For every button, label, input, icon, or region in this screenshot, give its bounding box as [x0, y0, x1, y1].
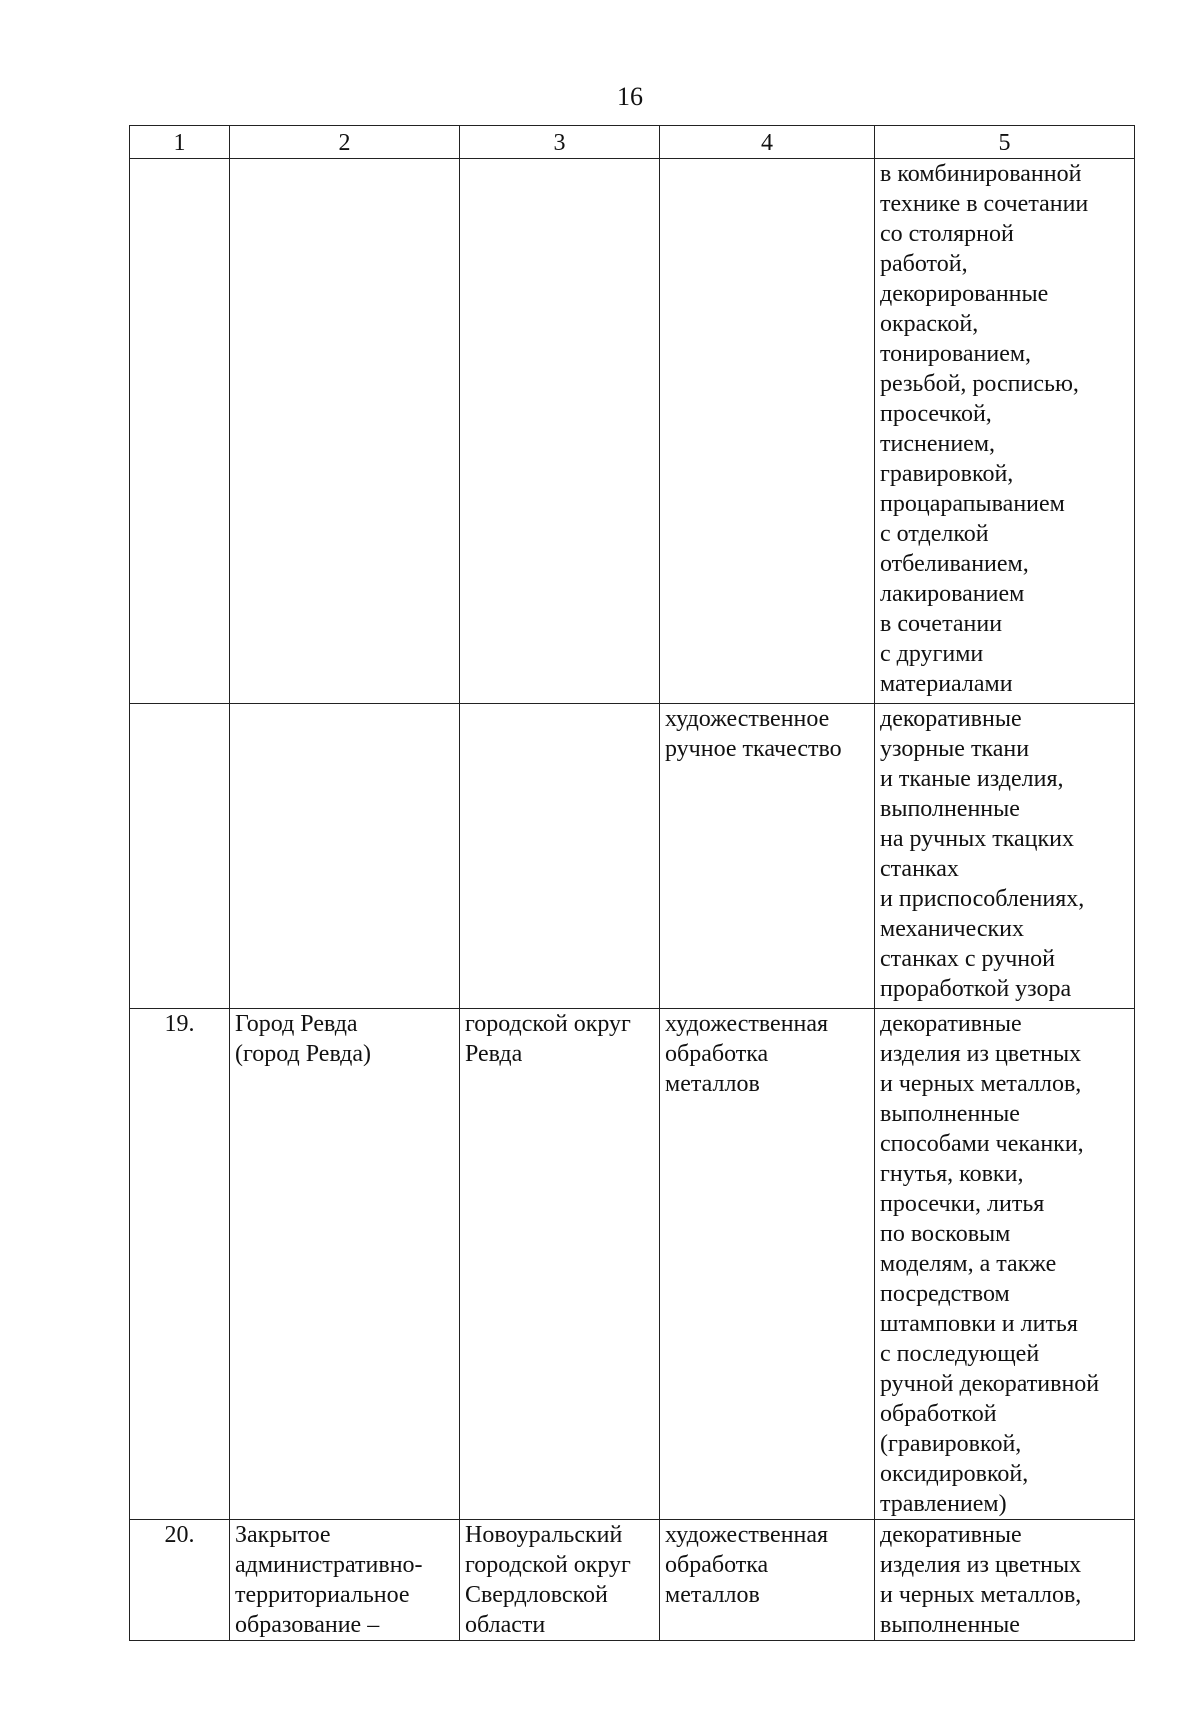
municipality-cell: Новоуральский городской округ Свердловской области — [460, 1520, 660, 1641]
locality-cell: Город Ревда (город Ревда) — [230, 1009, 460, 1520]
municipality-cell: городской округ Ревда — [460, 1009, 660, 1520]
table-row — [130, 1009, 1135, 1520]
craft-cell: художественное ручное ткачество — [660, 704, 875, 1009]
column-header: 5 — [875, 126, 1135, 159]
row-number: 20. — [130, 1520, 230, 1641]
table-header-row — [130, 126, 1135, 159]
table-cell — [230, 704, 460, 1009]
column-header: 1 — [130, 126, 230, 159]
table-row — [130, 159, 1135, 704]
page-number: 16 — [617, 82, 643, 111]
table-cell — [130, 159, 230, 704]
products-cell: декоративные узорные ткани и тканые изделия, выполненные на ручных ткацких станках и приспособлениях, механических станках с ручной проработкой узора — [875, 704, 1135, 1009]
column-header: 2 — [230, 126, 460, 159]
table-row — [130, 704, 1135, 1009]
crafts-table — [129, 125, 1135, 1641]
products-cell: декоративные изделия из цветных и черных металлов, выполненные — [875, 1520, 1135, 1641]
column-header: 4 — [660, 126, 875, 159]
locality-cell: Закрытое административно- территориальное образование – — [230, 1520, 460, 1641]
table-cell — [460, 704, 660, 1009]
products-cell: в комбинированной технике в сочетании со столярной работой, декорированные окраской, тонированием, резьбой, росписью, просечкой, тиснением, гравировкой, процарапыванием с отделкой отбеливанием, лакированием в сочетании с другими материалами — [875, 159, 1135, 704]
row-number: 19. — [130, 1009, 230, 1520]
table-cell — [660, 159, 875, 704]
column-header: 3 — [460, 126, 660, 159]
craft-cell: художественная обработка металлов — [660, 1520, 875, 1641]
products-cell: декоративные изделия из цветных и черных металлов, выполненные способами чеканки, гнутья, ковки, просечки, литья по восковым моделям, а также посредством штамповки и литья с последующей ручной декоративной обработкой (гравировкой, оксидировкой, травлением) — [875, 1009, 1135, 1520]
table-cell — [230, 159, 460, 704]
table-cell — [130, 704, 230, 1009]
table-row — [130, 1520, 1135, 1641]
craft-cell: художественная обработка металлов — [660, 1009, 875, 1520]
table-cell — [460, 159, 660, 704]
